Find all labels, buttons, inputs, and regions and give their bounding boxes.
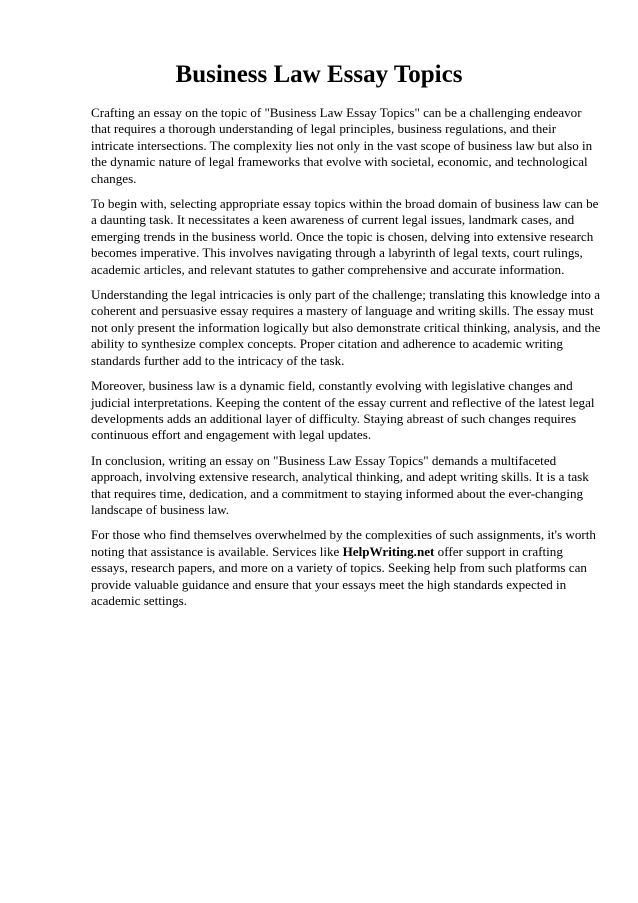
document-body (91, 105, 601, 618)
brand-name: HelpWriting.net (342, 543, 435, 559)
page-title: Business Law Essay Topics (175, 61, 463, 88)
paragraph-intro: Crafting an essay on the topic of "Business Law Essay Topics" can be a challenging endeavor that requires a thorough understanding of legal principles, business regulations, and their intricate intersections. The complexity lies not only in the vast scope of business law but also in the dynamic nature of legal frameworks that evolve with societal, economic, and technological changes. (91, 105, 593, 186)
paragraph-conclusion: In conclusion, writing an essay on "Business Law Essay Topics" demands a multifaceted approach, involving extensive research, analytical thinking, and adept writing skills. It is a task that requires time, dedication, and a commitment to staying informed about the ever-changing landscape of business law. (91, 452, 589, 517)
paragraph-dynamic-field: Moreover, business law is a dynamic field, constantly evolving with legislative changes and judicial interpretations. Keeping the content of the essay current and reflective of the latest legal developments adds an additional layer of difficulty. Staying abreast of such changes requires continuous effort and engagement with legal updates. (91, 378, 595, 443)
paragraph-help-services (91, 527, 601, 609)
paragraph-writing-skills: Understanding the legal intricacies is only part of the challenge; translating this knowledge into a coherent and persuasive essay requires a mastery of language and writing skills. The essay must not only present the information logically but also demonstrate critical thinking, analysis, and the ability to synthesize complex concepts. Proper citation and adherence to academic writing standards further add to the intricacy of the task. (91, 287, 601, 368)
help-text-before: For those who find themselves overwhelmed by the complexities of such assignments, it's worth noting that assistance is available. Services like (91, 527, 596, 559)
paragraph-topic-selection: To begin with, selecting appropriate essay topics within the broad domain of business law can be a daunting task. It necessitates a keen awareness of current legal issues, landmark cases, and emerging trends in the business world. Once the topic is chosen, delving into extensive research becomes imperative. This involves navigating through a labyrinth of legal texts, court rulings, academic articles, and relevant statutes to gather comprehensive and accurate information. (91, 196, 599, 277)
help-text-after: offer support in crafting essays, research papers, and more on a variety of topics. Seeking help from such platforms can provide valuable guidance and ensure that your essays meet the high standards expected in academic settings. (91, 543, 587, 608)
